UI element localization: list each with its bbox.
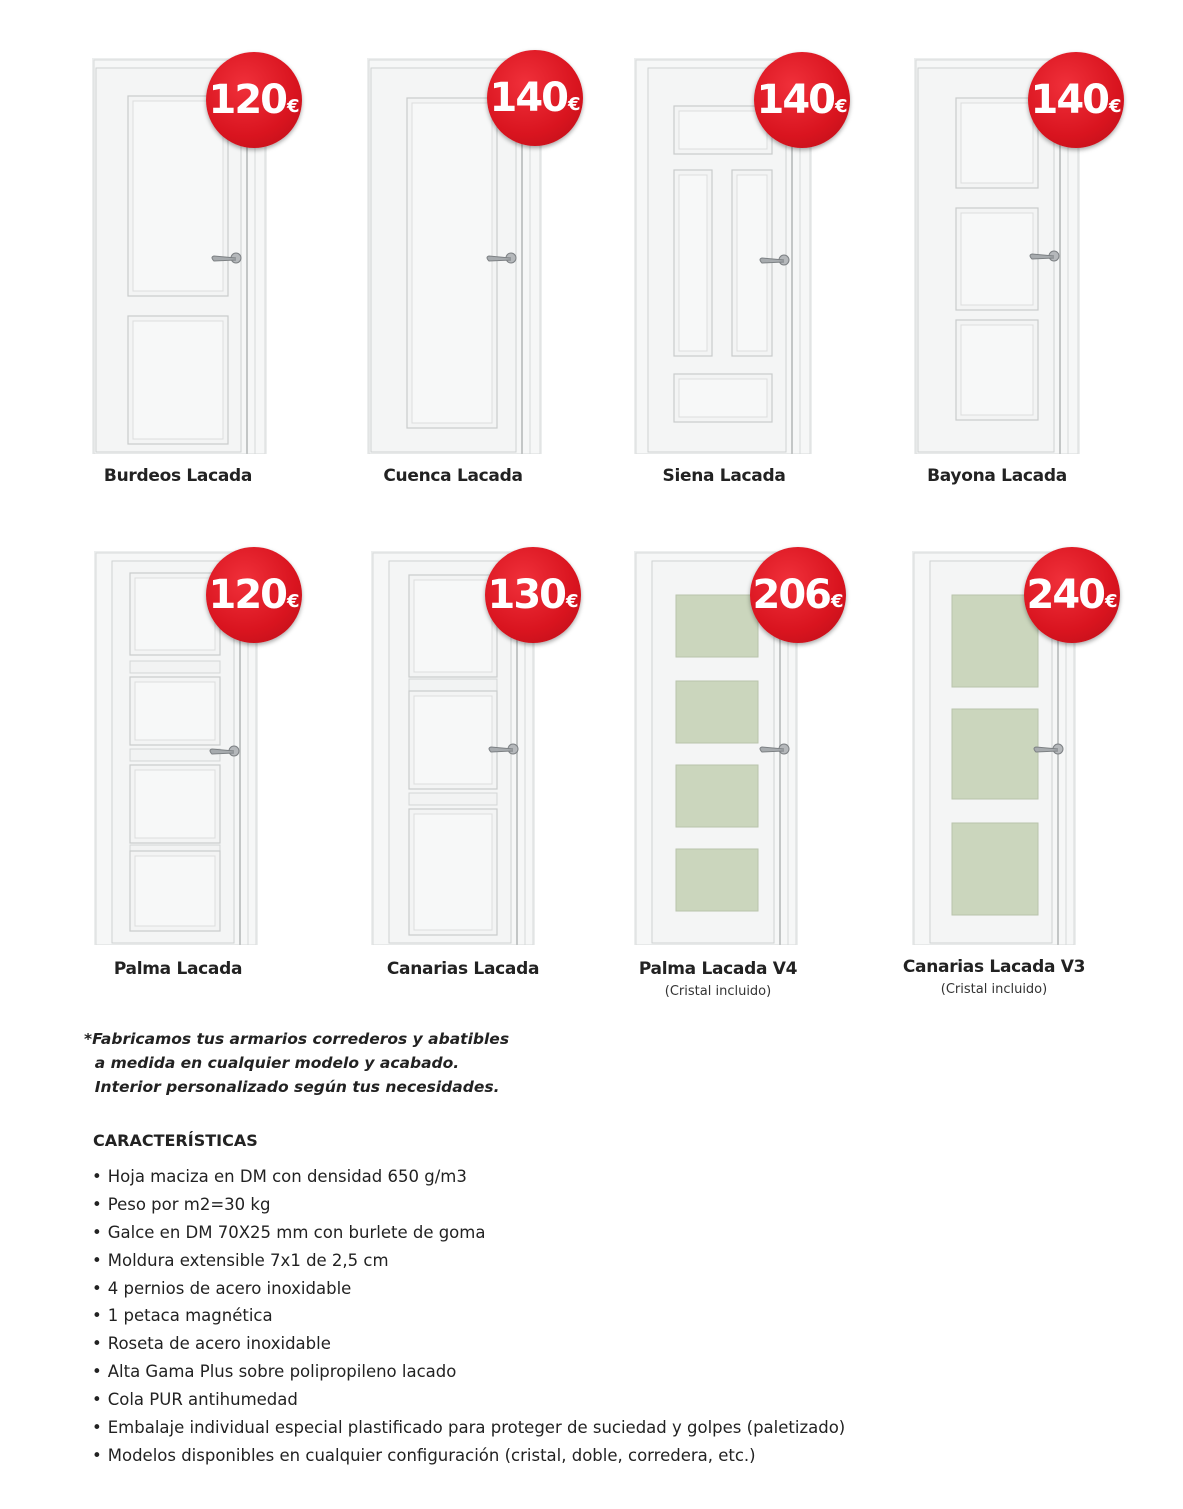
door-rail [409, 679, 497, 691]
feature-item: • Alta Gama Plus sobre polipropileno lacado [92, 1362, 845, 1390]
product-card[interactable] [634, 551, 874, 1011]
feature-item: • Moldura extensible 7x1 de 2,5 cm [92, 1251, 845, 1279]
feature-item: • Hoja maciza en DM con densidad 650 g/m3 [92, 1167, 845, 1195]
features-list [92, 1167, 845, 1474]
door-panel-inner [679, 379, 767, 417]
door-panel-inner [961, 103, 1033, 183]
product-name: Bayona Lacada [927, 466, 1067, 486]
glass-pane [676, 765, 758, 827]
feature-item: • Cola PUR antihumedad [92, 1390, 845, 1418]
door-panel-inner [135, 770, 215, 838]
feature-item: • 1 petaca magnética [92, 1306, 845, 1334]
price-badge: 140 € [487, 50, 583, 146]
door-panel-inner [961, 213, 1033, 305]
price-badge: 120 € [206, 547, 302, 643]
glass-pane [676, 681, 758, 743]
door-panel-inner [133, 321, 223, 439]
price-badge: 140 € [754, 52, 850, 148]
feature-item: • 4 pernios de acero inoxidable [92, 1279, 845, 1307]
price-badge: 130 € [485, 547, 581, 643]
door-rail [409, 793, 497, 805]
features-title: CARACTERÍSTICAS [93, 1131, 258, 1150]
product-card[interactable] [914, 58, 1154, 518]
product-name: Palma Lacada [113, 959, 243, 979]
product-card[interactable] [371, 551, 611, 1011]
door-rail [130, 661, 220, 673]
product-name: Burdeos Lacada [103, 466, 253, 486]
product-name: Siena Lacada [662, 466, 786, 486]
door-rail [130, 749, 220, 761]
door-panel-inner [135, 578, 215, 650]
product-card[interactable] [367, 58, 607, 518]
price-badge: 140 € [1028, 52, 1124, 148]
product-name: Cuenca Lacada [383, 466, 523, 486]
product-card[interactable] [634, 58, 874, 518]
door-panel-inner [414, 696, 492, 784]
door-panel-inner [133, 101, 223, 291]
door-panel-inner [961, 325, 1033, 415]
feature-item: • Modelos disponibles en cualquier configuración (cristal, doble, corredera, etc.) [92, 1446, 845, 1474]
note-line: Interior personalizado según tus necesidades. [84, 1078, 500, 1096]
feature-item: • Embalaje individual especial plastificado para proteger de suciedad y golpes (paletizado) [92, 1418, 845, 1446]
door-panel-inner [135, 682, 215, 740]
product-note: (Cristal incluido) [940, 982, 1048, 997]
price-badge: 206 € [750, 547, 846, 643]
product-card[interactable] [94, 551, 334, 1011]
door-panel-inner [412, 103, 492, 423]
price-badge: 240 € [1024, 547, 1120, 643]
door-panel-inner [414, 580, 492, 672]
door-panel-inner [679, 175, 707, 351]
glass-pane [952, 823, 1038, 915]
glass-pane [676, 595, 758, 657]
product-note: (Cristal incluido) [664, 984, 772, 999]
note-line: *Fabricamos tus armarios correderos y abatibles [84, 1030, 510, 1048]
glass-pane [952, 709, 1038, 799]
product-name: Palma Lacada V4 [638, 959, 798, 979]
product-name: Canarias Lacada [386, 959, 540, 979]
product-name: Canarias Lacada V3 [902, 957, 1086, 977]
feature-item: • Peso por m2=30 kg [92, 1195, 845, 1223]
glass-pane [676, 849, 758, 911]
price-badge: 120 € [206, 52, 302, 148]
product-card[interactable] [902, 551, 1152, 1011]
feature-item: • Galce en DM 70X25 mm con burlete de goma [92, 1223, 845, 1251]
door-panel-inner [679, 111, 767, 149]
custom-wardrobe-note [84, 1027, 509, 1099]
product-card[interactable] [92, 58, 332, 518]
door-panel-inner [135, 856, 215, 926]
note-line: a medida en cualquier modelo y acabado. [84, 1054, 460, 1072]
feature-item: • Roseta de acero inoxidable [92, 1334, 845, 1362]
door-panel-inner [414, 814, 492, 930]
